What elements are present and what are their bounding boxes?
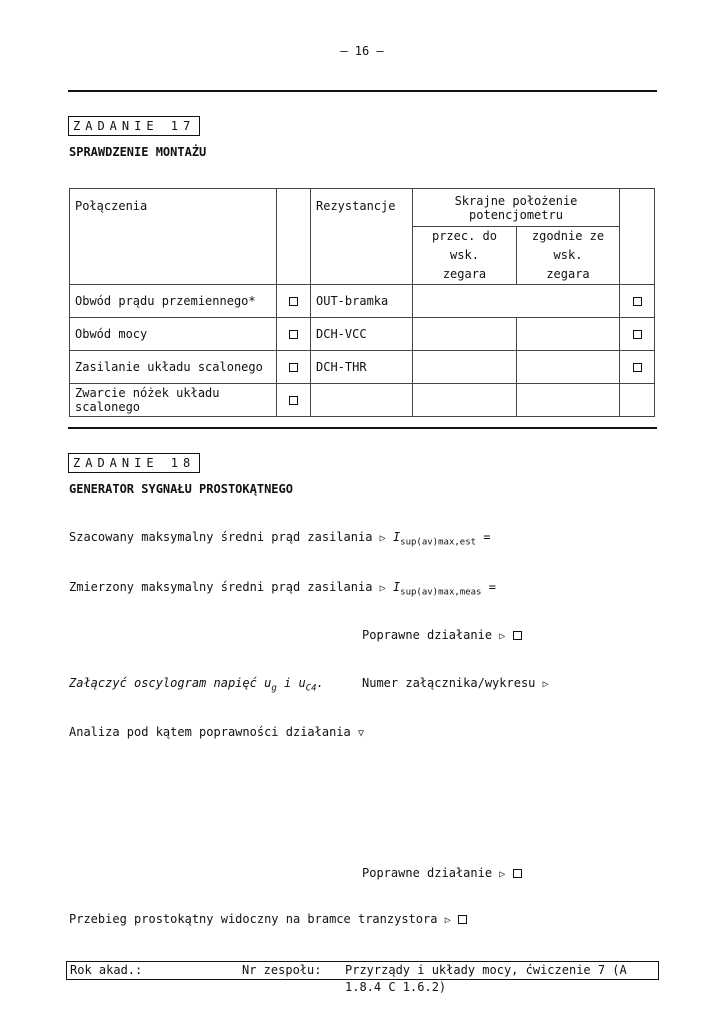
arrow-right-icon: ▷ [499,631,506,642]
current-symbol: I [392,530,401,544]
assembly-check-table [69,188,655,417]
section-divider [68,90,657,92]
current-subscript: sup(av)max,meas [400,587,482,598]
equals-sign: = [488,580,496,594]
checkbox-icon[interactable] [633,297,642,306]
header-ccw [413,227,517,285]
checkbox-icon[interactable] [289,330,298,339]
header-ccw-line1: przec. do wsk. [431,229,498,262]
header-connections: Połączenia [70,189,277,285]
section-divider [68,427,657,429]
table-row [70,384,655,417]
voltage-symbol: u [264,676,272,690]
connection-label: Zwarcie nóżek układu scalonego [70,384,277,417]
task-17-title: SPRAWDZENIE MONTAŻU [69,145,207,159]
footer-year: Rok akad.: [70,963,143,977]
resistance-ccw-cell[interactable] [413,318,517,351]
checkbox-icon[interactable] [289,363,298,372]
checkbox-icon[interactable] [513,631,522,640]
header-blank [620,189,655,285]
analysis-label: Analiza pod kątem poprawności działania [69,725,351,739]
resistance-value-cell[interactable] [413,285,620,318]
checkbox-icon[interactable] [633,330,642,339]
footer-course: Przyrządy i układy mocy, ćwiczenie 7 (A 1.8.4 C 1.6.2) [345,963,627,994]
current-symbol: I [392,580,401,594]
header-cw-line2: zegara [546,267,590,281]
correct-operation-1 [362,628,522,642]
resistance-label: OUT-bramka [311,285,413,318]
correct-operation-2 [362,866,522,880]
voltage-subscript: g [271,683,277,694]
equals-sign: = [483,530,491,544]
checkbox-icon[interactable] [289,297,298,306]
resistance-label [311,384,413,417]
connection-label: Obwód prądu przemiennego* [70,285,277,318]
attachment-number-line [362,676,549,690]
resistance-cw-cell[interactable] [517,351,620,384]
resistance-label: DCH-VCC [311,318,413,351]
conjunction: i [283,676,292,690]
estimated-current-line [69,530,491,547]
header-cw [517,227,620,285]
square-wave-label: Przebieg prostokątny widoczny na bramce tranzystora [69,912,438,926]
period: . [316,676,324,690]
header-ccw-line2: zegara [442,267,487,281]
current-subscript: sup(av)max,est [400,537,477,548]
correct-operation-label: Poprawne działanie [362,628,493,642]
square-wave-line [69,912,467,926]
connection-label: Obwód mocy [70,318,277,351]
header-blank [277,189,311,285]
arrow-right-icon: ▷ [542,679,549,690]
header-extreme-position: Skrajne położenie potencjometru [413,189,620,227]
arrow-right-icon: ▷ [444,915,451,926]
voltage-symbol: u [298,676,306,690]
task-17-label: ZADANIE 17 [68,116,200,136]
table-row [70,318,655,351]
checkbox-icon[interactable] [513,869,522,878]
resistance-ccw-cell[interactable] [413,351,517,384]
footer-team: Nr zespołu: [242,963,322,977]
resistance-label: DCH-THR [311,351,413,384]
resistance-cw-cell[interactable] [517,384,620,417]
resistance-ccw-cell[interactable] [413,384,517,417]
correct-operation-label: Poprawne działanie [362,866,493,880]
arrow-right-icon: ▷ [379,583,386,594]
table-row [70,351,655,384]
arrow-right-icon: ▷ [379,533,386,544]
checkbox-icon[interactable] [458,915,467,924]
header-cw-line1: zgodnie ze wsk. [531,229,605,262]
arrow-down-icon: ▽ [358,728,365,739]
task-18-title: GENERATOR SYGNAŁU PROSTOKĄTNEGO [69,482,293,496]
footer-bar [66,961,659,994]
oscillogram-instruction [69,676,324,693]
measured-current-line [69,580,496,597]
empty-cell [620,384,655,417]
estimated-current-label: Szacowany maksymalny średni prąd zasilania [69,530,373,544]
page-number: – 16 – [340,44,384,58]
resistance-cw-cell[interactable] [517,318,620,351]
measured-current-label: Zmierzony maksymalny średni prąd zasilania [69,580,373,594]
checkbox-icon[interactable] [289,396,298,405]
table-row [70,285,655,318]
voltage-subscript: C4 [305,683,317,694]
task-18-label: ZADANIE 18 [68,453,200,473]
header-resistances: Rezystancje [311,189,413,285]
connection-label: Zasilanie układu scalonego [70,351,277,384]
oscillogram-label: Załączyć oscylogram napięć [69,676,257,690]
arrow-right-icon: ▷ [499,869,506,880]
analysis-line [69,725,364,739]
checkbox-icon[interactable] [633,363,642,372]
attachment-number-label: Numer załącznika/wykresu [362,676,536,690]
